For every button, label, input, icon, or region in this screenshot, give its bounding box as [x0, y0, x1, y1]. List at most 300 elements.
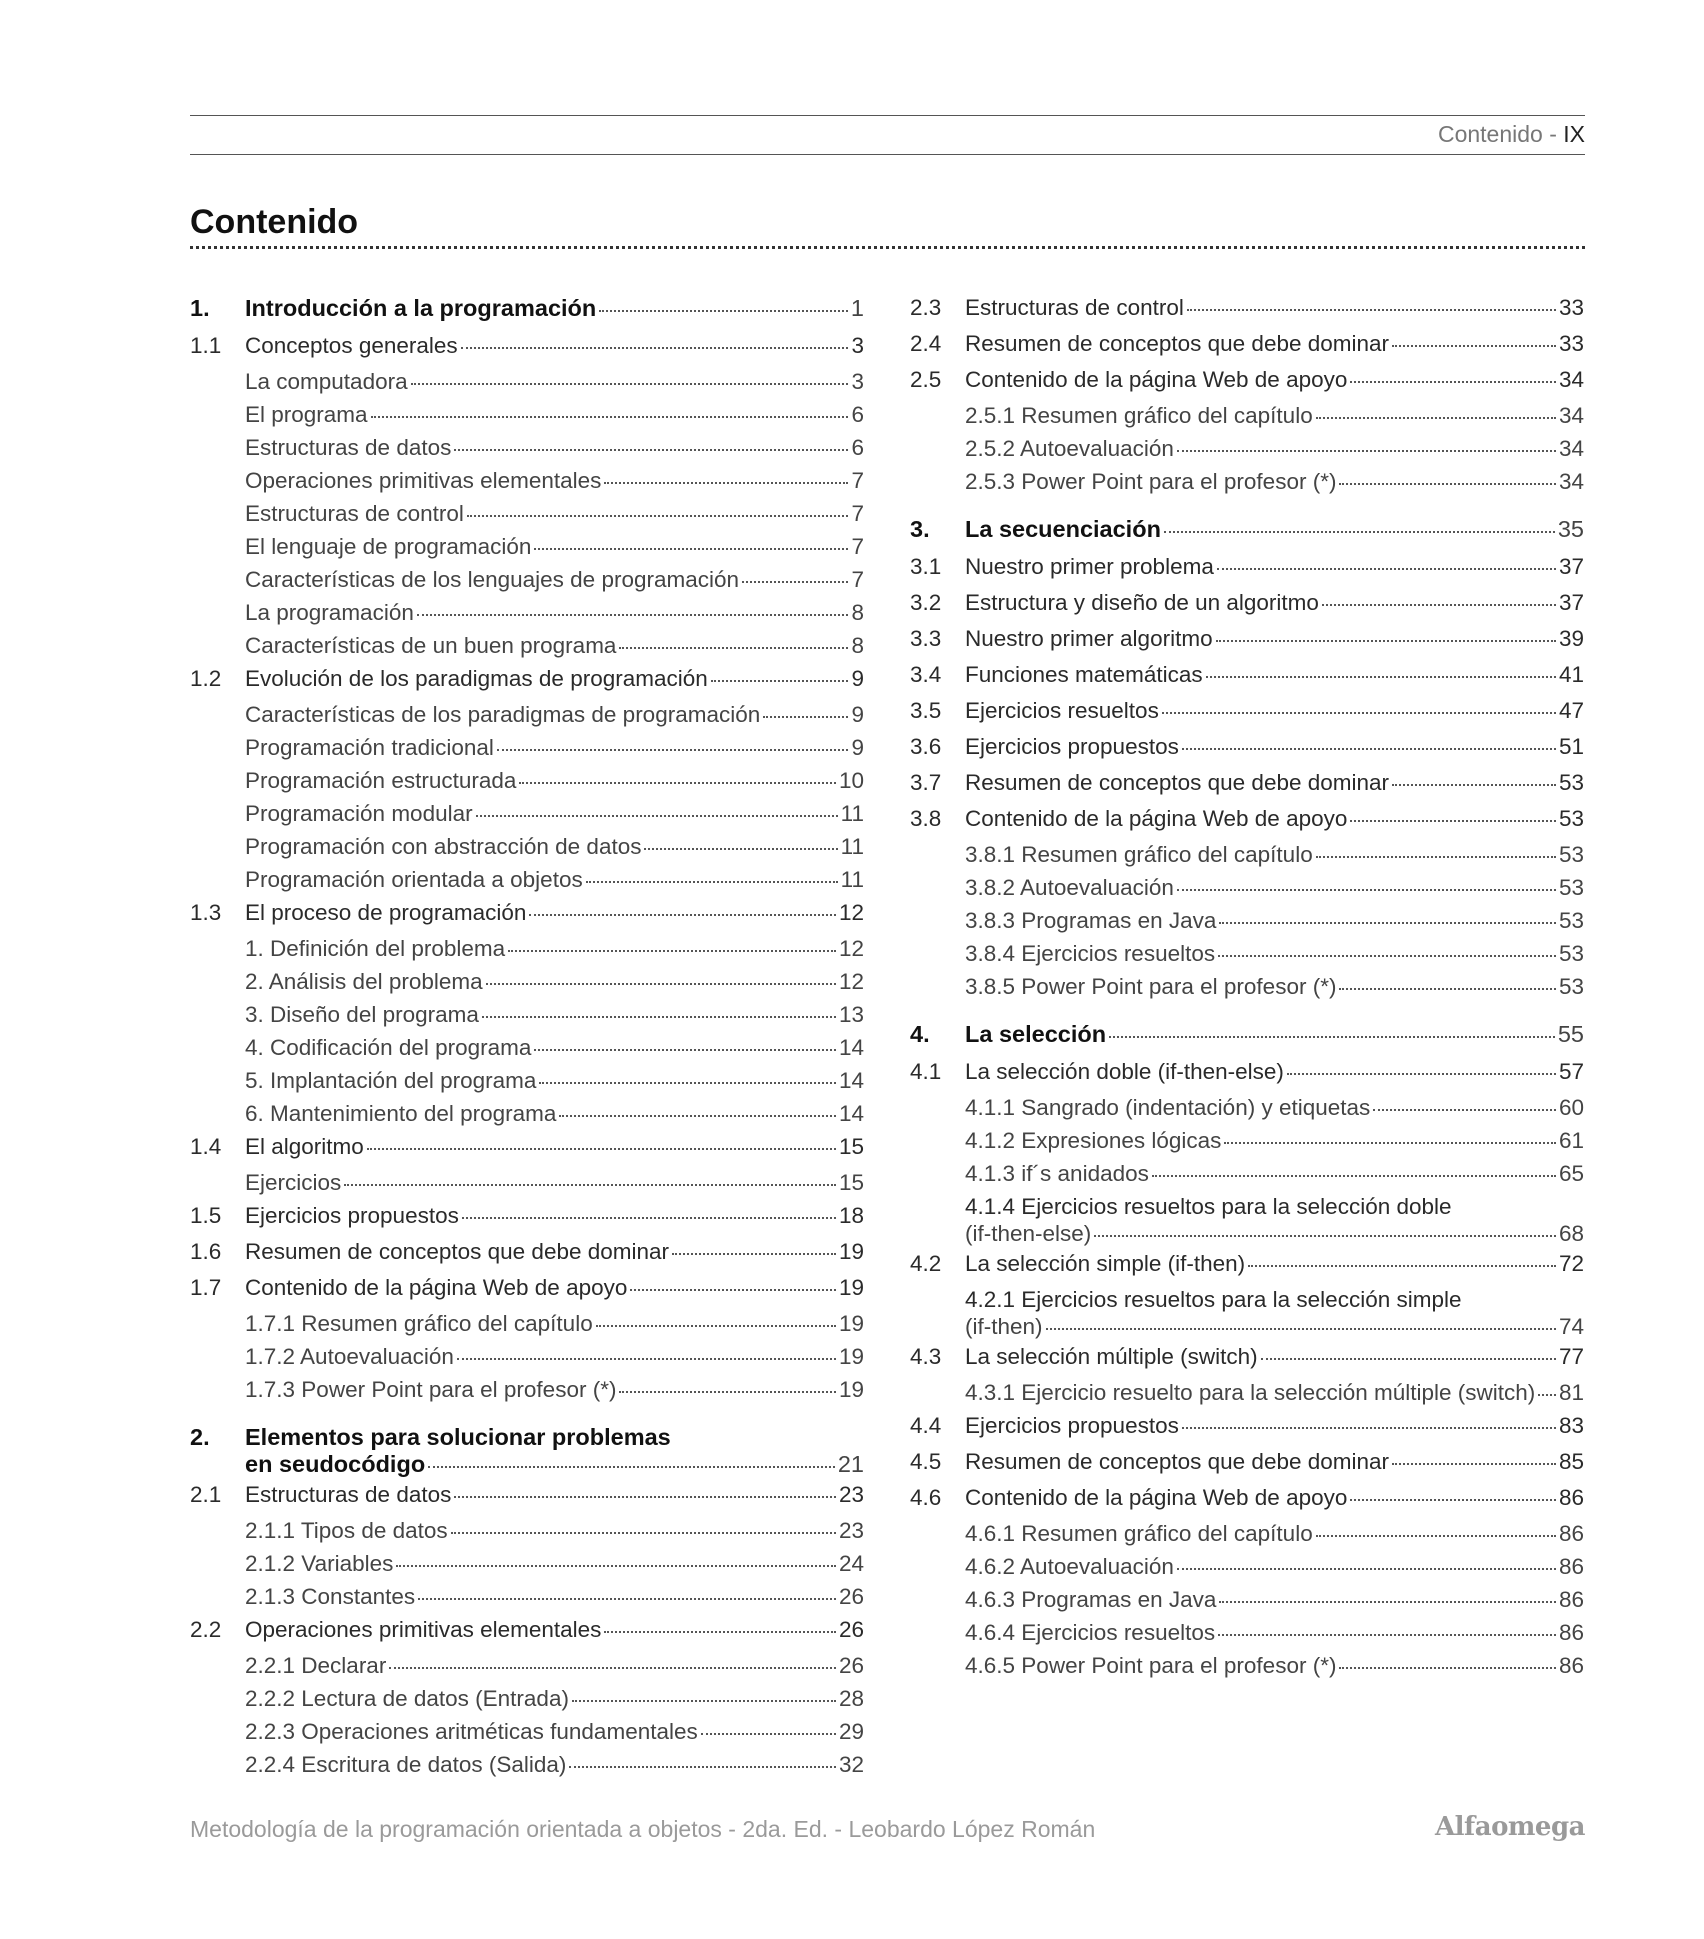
toc-entry-title-cont: (if-then)	[965, 1314, 1043, 1339]
toc-entry-title: Programación modular	[245, 801, 473, 826]
toc-entry-title: 3.8.1 Resumen gráfico del capítulo	[965, 842, 1313, 867]
toc-entry[interactable]	[190, 1341, 864, 1374]
toc-entry[interactable]	[190, 1098, 864, 1131]
toc-entry[interactable]	[910, 1248, 1584, 1284]
toc-entry-page: 9	[851, 666, 864, 691]
toc-entry[interactable]	[910, 1158, 1584, 1191]
toc-entry-title: 4. Codificación del programa	[245, 1035, 532, 1060]
toc-entry[interactable]	[910, 1584, 1584, 1617]
toc-dot-leader	[482, 1016, 836, 1018]
toc-entry-title: Estructura y diseño de un algoritmo	[965, 590, 1319, 615]
toc-entry-line2	[965, 1221, 1584, 1247]
toc-entry-title: 1. Definición del problema	[245, 936, 506, 961]
toc-dot-leader	[1182, 1427, 1556, 1429]
toc-entry-number: 1.2	[190, 666, 222, 691]
toc-entry[interactable]	[910, 1650, 1584, 1683]
toc-entry[interactable]	[190, 597, 864, 630]
toc-entry-page: 47	[1558, 698, 1584, 723]
toc-entry[interactable]	[190, 1614, 864, 1650]
toc-entry[interactable]	[190, 1479, 864, 1515]
toc-dot-leader	[367, 1148, 836, 1150]
toc-entry[interactable]	[910, 938, 1584, 971]
title-dotted-rule	[190, 246, 1585, 249]
toc-entry-title: La selección doble (if-then-else)	[965, 1059, 1284, 1084]
toc-entry-page: 14	[838, 1068, 864, 1093]
toc-entry[interactable]	[910, 1482, 1584, 1518]
toc-entry-page: 1	[850, 295, 864, 321]
toc-dot-leader	[711, 680, 849, 682]
toc-entry[interactable]	[190, 864, 864, 897]
toc-entry[interactable]	[190, 1581, 864, 1614]
toc-entry[interactable]	[910, 803, 1584, 839]
toc-dot-leader	[630, 1289, 836, 1291]
toc-dot-leader	[1046, 1328, 1556, 1330]
toc-entry[interactable]	[910, 623, 1584, 659]
toc-entry-page: 53	[1558, 908, 1584, 933]
toc-entry-page: 74	[1558, 1314, 1584, 1339]
toc-dot-leader	[1187, 309, 1556, 311]
toc-entry[interactable]	[910, 872, 1584, 905]
toc-entry-title: 2.2.1 Declarar	[245, 1653, 387, 1678]
toc-dot-leader	[1177, 450, 1556, 452]
toc-entry[interactable]	[910, 1092, 1584, 1125]
toc-entry-title: Características de los lenguajes de programación	[245, 567, 740, 592]
toc-entry-title: 1.7.2 Autoevaluación	[245, 1344, 454, 1369]
toc-entry[interactable]	[190, 1131, 864, 1167]
toc-entry-page: 14	[838, 1035, 864, 1060]
toc-entry-title: El proceso de programación	[245, 900, 527, 925]
toc-entry-page: 21	[837, 1451, 864, 1477]
toc-entry-number: 4.	[910, 1021, 930, 1047]
toc-dot-leader	[1219, 1601, 1556, 1603]
toc-dot-leader	[497, 749, 849, 751]
toc-entry[interactable]	[190, 1308, 864, 1341]
toc-entry-title: 5. Implantación del programa	[245, 1068, 537, 1093]
toc-entry-page: 6	[851, 402, 864, 427]
toc-dot-leader	[428, 1466, 835, 1468]
toc-entry-page: 23	[838, 1482, 864, 1507]
toc-dot-leader	[457, 1358, 836, 1360]
toc-entry-number: 3.2	[910, 590, 942, 615]
toc-entry[interactable]	[190, 831, 864, 864]
toc-entry[interactable]	[190, 531, 864, 564]
toc-entry[interactable]	[190, 1716, 864, 1749]
toc-entry-title: 3.8.4 Ejercicios resueltos	[965, 941, 1216, 966]
toc-entry-page: 77	[1558, 1344, 1584, 1369]
toc-entry[interactable]	[910, 905, 1584, 938]
toc-entry[interactable]	[910, 1551, 1584, 1584]
toc-entry-page: 24	[838, 1551, 864, 1576]
toc-dot-leader	[1316, 856, 1556, 858]
toc-entry[interactable]	[910, 292, 1584, 328]
toc-dot-leader	[418, 1598, 836, 1600]
toc-entry-title: 4.3.1 Ejercicio resuelto para la selección múltiple (switch)	[965, 1380, 1536, 1405]
toc-entry[interactable]	[190, 966, 864, 999]
toc-entry-number: 3.	[910, 516, 930, 542]
toc-entry[interactable]	[910, 587, 1584, 623]
toc-entry-title: Características de un buen programa	[245, 633, 617, 658]
toc-entry[interactable]	[190, 933, 864, 966]
toc-entry-title: Operaciones primitivas elementales	[245, 1617, 602, 1642]
toc-entry-title: 2.5.3 Power Point para el profesor (*)	[965, 469, 1337, 494]
toc-entry-page: 86	[1558, 1485, 1584, 1510]
toc-entry[interactable]	[190, 699, 864, 732]
toc-entry-title: Nuestro primer algoritmo	[965, 626, 1213, 651]
toc-entry[interactable]	[910, 1284, 1584, 1341]
toc-entry[interactable]	[190, 465, 864, 498]
toc-entry[interactable]	[910, 839, 1584, 872]
toc-entry-title: 4.6.3 Programas en Java	[965, 1587, 1217, 1612]
toc-entry-title: 2.1.3 Constantes	[245, 1584, 416, 1609]
toc-entry[interactable]	[910, 551, 1584, 587]
toc-entry-page: 15	[838, 1170, 864, 1195]
toc-entry-page: 81	[1558, 1380, 1584, 1405]
toc-entry-number: 4.4	[910, 1413, 942, 1438]
toc-entry-page: 37	[1558, 590, 1584, 615]
toc-entry[interactable]	[190, 292, 864, 330]
header-rule-bottom	[190, 154, 1585, 155]
toc-entry[interactable]	[910, 1377, 1584, 1410]
toc-entry-number: 2.5	[910, 367, 942, 392]
toc-entry-page: 15	[838, 1134, 864, 1159]
toc-entry[interactable]	[190, 1374, 864, 1407]
toc-entry-title: Elementos para solucionar problemas	[245, 1424, 671, 1450]
toc-entry-page: 12	[838, 969, 864, 994]
toc-entry-number: 3.6	[910, 734, 942, 759]
toc-dot-leader	[1261, 1358, 1556, 1360]
toc-entry[interactable]	[190, 1167, 864, 1200]
toc-entry-page: 8	[851, 633, 864, 658]
toc-dot-leader	[396, 1565, 836, 1567]
toc-entry[interactable]	[190, 1650, 864, 1683]
toc-dot-leader	[1392, 345, 1556, 347]
toc-entry[interactable]	[190, 1548, 864, 1581]
toc-dot-leader	[701, 1733, 836, 1735]
toc-dot-leader	[1109, 1036, 1555, 1038]
toc-dot-leader	[1316, 417, 1556, 419]
toc-entry-title: Programación orientada a objetos	[245, 867, 583, 892]
toc-entry-page: 65	[1558, 1161, 1584, 1186]
toc-entry-page: 37	[1558, 554, 1584, 579]
toc-entry-title: 4.1.1 Sangrado (indentación) y etiquetas	[965, 1095, 1371, 1120]
header-rule-top	[190, 115, 1585, 116]
toc-entry[interactable]	[190, 1272, 864, 1308]
toc-entry-page: 14	[838, 1101, 864, 1126]
toc-entry-title: Estructuras de datos	[245, 435, 452, 460]
toc-entry-page: 9	[851, 735, 864, 760]
toc-dot-leader	[1339, 1667, 1556, 1669]
toc-dot-leader	[344, 1184, 836, 1186]
toc-entry-title: Ejercicios	[245, 1170, 342, 1195]
toc-entry-page: 11	[840, 867, 864, 892]
toc-entry[interactable]	[910, 466, 1584, 499]
toc-entry-number: 3.3	[910, 626, 942, 651]
toc-entry[interactable]	[190, 1236, 864, 1272]
toc-entry-title: 3.8.5 Power Point para el profesor (*)	[965, 974, 1337, 999]
toc-entry[interactable]	[910, 400, 1584, 433]
toc-entry-title: La selección múltiple (switch)	[965, 1344, 1258, 1369]
toc-left-column	[190, 292, 864, 1782]
toc-entry-page: 35	[1557, 516, 1584, 542]
toc-dot-leader	[1218, 955, 1556, 957]
toc-entry-title: 2.2.2 Lectura de datos (Entrada)	[245, 1686, 569, 1711]
toc-entry[interactable]	[910, 1341, 1584, 1377]
toc-entry[interactable]	[190, 432, 864, 465]
toc-entry-title: Introducción a la programación	[245, 295, 597, 321]
toc-dot-leader	[508, 950, 836, 952]
toc-dot-leader	[604, 1631, 836, 1633]
toc-dot-leader	[596, 1325, 836, 1327]
toc-entry[interactable]	[910, 1518, 1584, 1551]
toc-entry-number: 4.2	[910, 1251, 942, 1276]
toc-entry-title: La selección	[965, 1021, 1107, 1047]
toc-entry[interactable]	[910, 1191, 1584, 1248]
toc-entry-page: 39	[1558, 626, 1584, 651]
toc-entry-page: 34	[1558, 436, 1584, 461]
toc-entry-page: 33	[1558, 295, 1584, 320]
toc-dot-leader	[1218, 1634, 1556, 1636]
toc-entry[interactable]	[190, 732, 864, 765]
toc-entry-page: 19	[838, 1377, 864, 1402]
toc-entry-page: 53	[1558, 974, 1584, 999]
toc-entry[interactable]	[190, 897, 864, 933]
toc-entry[interactable]	[190, 1032, 864, 1065]
toc-entry[interactable]	[910, 513, 1584, 551]
toc-entry-title: 2.1.2 Variables	[245, 1551, 394, 1576]
toc-entry-title: Características de los paradigmas de programación	[245, 702, 761, 727]
toc-dot-leader	[644, 848, 837, 850]
toc-entry-title: 2.2.3 Operaciones aritméticas fundamentales	[245, 1719, 698, 1744]
toc-entry-number: 3.4	[910, 662, 942, 687]
toc-dot-leader	[1217, 568, 1556, 570]
toc-entry-title: Programación tradicional	[245, 735, 494, 760]
toc-entry[interactable]	[910, 1410, 1584, 1446]
toc-dot-leader	[467, 515, 849, 517]
toc-entry-page: 26	[838, 1584, 864, 1609]
toc-entry-title: 4.1.4 Ejercicios resueltos para la selección doble	[965, 1194, 1452, 1219]
toc-dot-leader	[619, 647, 848, 649]
toc-entry-title: Contenido de la página Web de apoyo	[965, 1485, 1348, 1510]
toc-dot-leader	[572, 1700, 836, 1702]
toc-entry-number: 2.2	[190, 1617, 222, 1642]
toc-dot-leader	[454, 1496, 836, 1498]
toc-entry-title: 2.5.2 Autoevaluación	[965, 436, 1174, 461]
toc-entry-page: 34	[1558, 367, 1584, 392]
toc-entry-page: 23	[838, 1518, 864, 1543]
toc-entry-page: 86	[1558, 1653, 1584, 1678]
toc-entry-number: 2.1	[190, 1482, 222, 1507]
toc-entry-page: 19	[838, 1311, 864, 1336]
toc-entry[interactable]	[190, 1421, 864, 1479]
toc-entry-number: 4.1	[910, 1059, 942, 1084]
toc-entry-title: 4.6.2 Autoevaluación	[965, 1554, 1174, 1579]
toc-entry-title: 4.1.3 if´s anidados	[965, 1161, 1149, 1186]
toc-entry-page: 68	[1558, 1221, 1584, 1246]
toc-entry[interactable]	[910, 659, 1584, 695]
toc-entry-title: 2.5.1 Resumen gráfico del capítulo	[965, 403, 1313, 428]
running-header-section: Contenido -	[1437, 121, 1564, 147]
toc-entry-page: 11	[840, 801, 864, 826]
toc-entry-title: 2.1.1 Tipos de datos	[245, 1518, 448, 1543]
toc-dot-leader	[619, 1391, 836, 1393]
toc-entry-number: 3.7	[910, 770, 942, 795]
toc-entry[interactable]	[910, 1018, 1584, 1056]
toc-dot-leader	[1316, 1535, 1556, 1537]
toc-entry-page: 29	[838, 1719, 864, 1744]
toc-entry-title: 4.1.2 Expresiones lógicas	[965, 1128, 1222, 1153]
toc-entry-page: 33	[1558, 331, 1584, 356]
toc-dot-leader	[604, 482, 848, 484]
toc-entry-title: 2.2.4 Escritura de datos (Salida)	[245, 1752, 567, 1777]
toc-entry-page: 12	[838, 936, 864, 961]
toc-entry[interactable]	[910, 1446, 1584, 1482]
toc-dot-leader	[1322, 604, 1556, 606]
toc-entry-page: 61	[1558, 1128, 1584, 1153]
toc-dot-leader	[1216, 640, 1556, 642]
toc-entry-page: 34	[1558, 403, 1584, 428]
toc-dot-leader	[586, 881, 838, 883]
toc-entry-page: 51	[1558, 734, 1584, 759]
toc-entry-page: 19	[838, 1275, 864, 1300]
toc-entry[interactable]	[910, 1056, 1584, 1092]
toc-entry-title: 3.8.3 Programas en Java	[965, 908, 1217, 933]
toc-dot-leader	[417, 614, 849, 616]
toc-entry-title: Ejercicios propuestos	[965, 1413, 1179, 1438]
toc-entry-page: 10	[838, 768, 864, 793]
toc-entry-title: Estructuras de datos	[245, 1482, 452, 1507]
toc-entry-page: 26	[838, 1653, 864, 1678]
toc-entry-line2	[965, 1314, 1584, 1340]
toc-entry-page: 12	[838, 900, 864, 925]
toc-dot-leader	[454, 449, 848, 451]
toc-entry-number: 3.1	[910, 554, 942, 579]
toc-entry-page: 60	[1558, 1095, 1584, 1120]
toc-entry[interactable]	[190, 498, 864, 531]
toc-dot-leader	[1164, 531, 1555, 533]
running-header-page-number: IX	[1563, 121, 1585, 147]
toc-entry-number: 3.8	[910, 806, 942, 831]
toc-dot-leader	[1339, 988, 1556, 990]
toc-entry[interactable]	[190, 399, 864, 432]
toc-entry-title: Contenido de la página Web de apoyo	[965, 367, 1348, 392]
toc-entry[interactable]	[190, 630, 864, 663]
toc-entry-page: 34	[1558, 469, 1584, 494]
toc-entry[interactable]	[910, 364, 1584, 400]
toc-entry[interactable]	[190, 765, 864, 798]
toc-entry-number: 4.6	[910, 1485, 942, 1510]
toc-entry-page: 7	[851, 534, 864, 559]
toc-dot-leader	[672, 1253, 836, 1255]
toc-entry-page: 53	[1558, 875, 1584, 900]
toc-entry-page: 3	[851, 333, 864, 358]
footer-book-title: Metodología de la programación orientada a objetos - 2da. Ed. - Leobardo López Román	[190, 1816, 1096, 1842]
toc-entry[interactable]	[910, 971, 1584, 1004]
toc-right-column	[910, 292, 1584, 1683]
toc-entry[interactable]	[190, 999, 864, 1032]
toc-entry-title-cont: en seudocódigo	[245, 1451, 426, 1477]
toc-entry-title: La programación	[245, 600, 414, 625]
toc-entry-page: 18	[838, 1203, 864, 1228]
toc-entry[interactable]	[910, 433, 1584, 466]
toc-entry[interactable]	[910, 328, 1584, 364]
toc-entry-page: 53	[1558, 842, 1584, 867]
toc-entry-page: 28	[838, 1686, 864, 1711]
publisher-logo: Alfaomega	[1434, 1812, 1585, 1842]
toc-dot-leader	[1287, 1073, 1556, 1075]
toc-dot-leader	[1182, 748, 1556, 750]
toc-entry-page: 86	[1558, 1587, 1584, 1612]
toc-entry-title: Resumen de conceptos que debe dominar	[965, 331, 1390, 356]
toc-entry[interactable]	[190, 366, 864, 399]
toc-entry-title: Contenido de la página Web de apoyo	[245, 1275, 628, 1300]
toc-entry-page: 7	[851, 468, 864, 493]
toc-entry-title: Ejercicios propuestos	[245, 1203, 459, 1228]
toc-entry-line2	[245, 1451, 864, 1477]
toc-entry-title: 4.6.4 Ejercicios resueltos	[965, 1620, 1216, 1645]
toc-entry-title: Resumen de conceptos que debe dominar	[245, 1239, 670, 1264]
toc-dot-leader	[1152, 1175, 1556, 1177]
toc-entry[interactable]	[190, 1515, 864, 1548]
toc-entry-title: Ejercicios propuestos	[965, 734, 1179, 759]
toc-entry[interactable]	[910, 1617, 1584, 1650]
toc-entry[interactable]	[190, 1749, 864, 1782]
toc-entry-title-cont: (if-then-else)	[965, 1221, 1092, 1246]
toc-dot-leader	[1177, 1568, 1556, 1570]
toc-entry-title: El algoritmo	[245, 1134, 364, 1159]
toc-entry-number: 2.3	[910, 295, 942, 320]
toc-entry-text-block	[245, 1424, 864, 1477]
toc-entry-number: 1.	[190, 295, 210, 321]
toc-entry[interactable]	[910, 767, 1584, 803]
toc-entry-title: Nuestro primer problema	[965, 554, 1214, 579]
toc-entry[interactable]	[190, 564, 864, 597]
toc-entry-title: Programación con abstracción de datos	[245, 834, 642, 859]
toc-entry[interactable]	[190, 663, 864, 699]
toc-entry[interactable]	[190, 798, 864, 831]
toc-entry-page: 57	[1558, 1059, 1584, 1084]
toc-entry-page: 19	[838, 1239, 864, 1264]
toc-entry[interactable]	[910, 1125, 1584, 1158]
toc-entry-text-block	[965, 1194, 1584, 1247]
toc-dot-leader	[486, 983, 836, 985]
toc-entry[interactable]	[190, 330, 864, 366]
toc-entry-page: 86	[1558, 1521, 1584, 1546]
toc-entry-page: 6	[851, 435, 864, 460]
toc-entry-number: 2.	[190, 1424, 210, 1450]
toc-entry-page: 32	[838, 1752, 864, 1777]
toc-entry-text-block	[965, 1287, 1584, 1340]
toc-entry[interactable]	[910, 731, 1584, 767]
toc-dot-leader	[559, 1115, 836, 1117]
toc-entry-title: El lenguaje de programación	[245, 534, 532, 559]
toc-entry[interactable]	[190, 1200, 864, 1236]
toc-entry-page: 53	[1558, 806, 1584, 831]
toc-entry-number: 1.5	[190, 1203, 222, 1228]
toc-entry[interactable]	[910, 695, 1584, 731]
toc-entry-number: 1.3	[190, 900, 222, 925]
toc-dot-leader	[1339, 483, 1556, 485]
toc-entry-page: 86	[1558, 1620, 1584, 1645]
toc-entry-title: Contenido de la página Web de apoyo	[965, 806, 1348, 831]
toc-entry-number: 1.1	[190, 333, 222, 358]
toc-entry[interactable]	[190, 1683, 864, 1716]
toc-entry-page: 7	[851, 501, 864, 526]
toc-dot-leader	[1219, 922, 1556, 924]
toc-entry-title: Programación estructurada	[245, 768, 517, 793]
toc-dot-leader	[1224, 1142, 1556, 1144]
toc-entry[interactable]	[190, 1065, 864, 1098]
toc-dot-leader	[569, 1766, 836, 1768]
